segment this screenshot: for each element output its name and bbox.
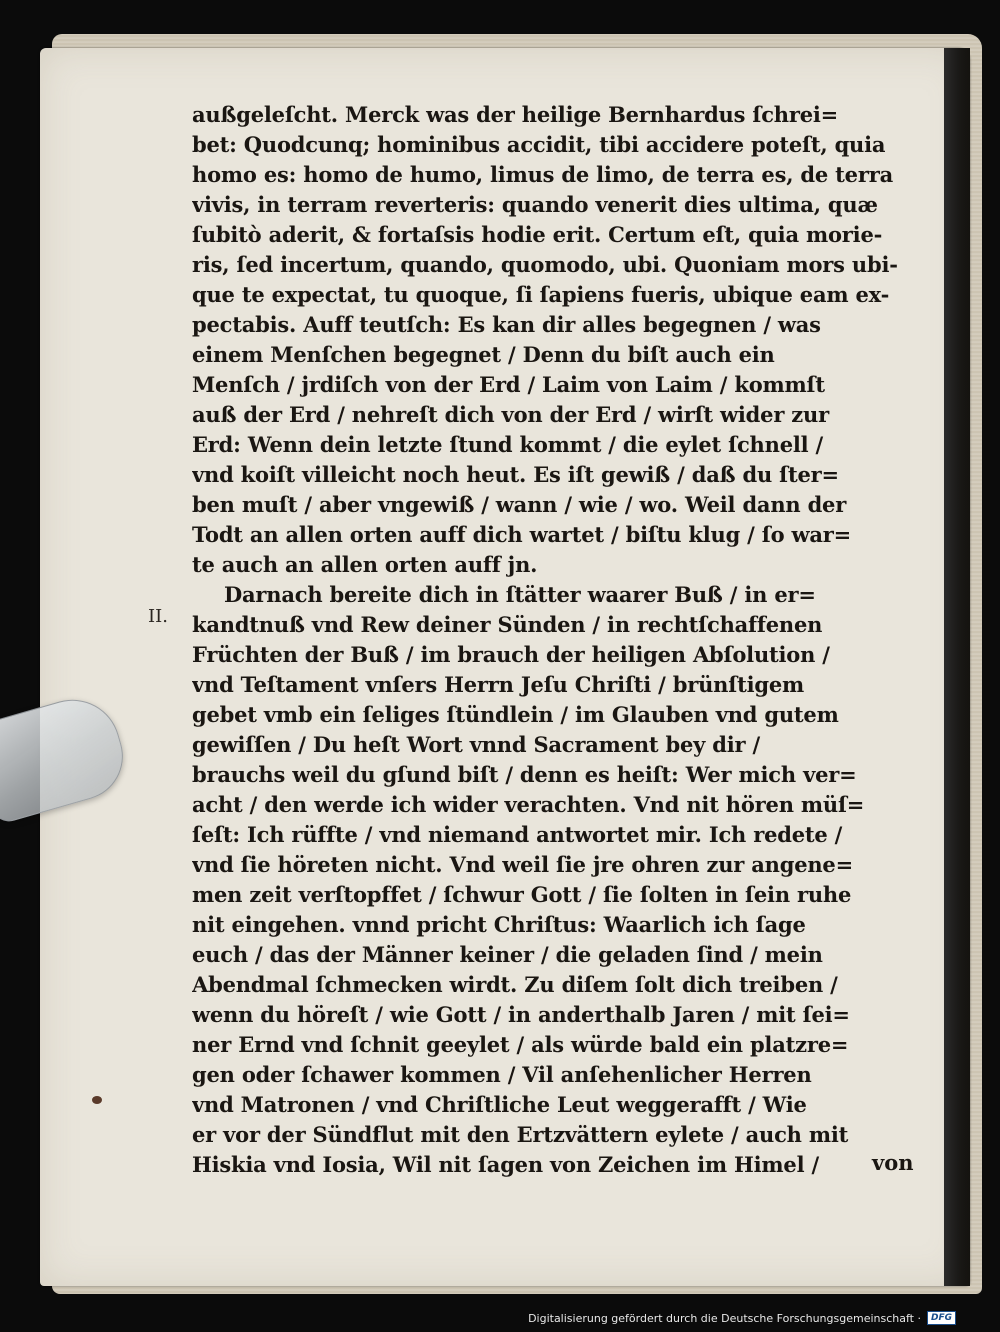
text-line: wenn du höreſt / wie Gott / in anderthalb Jaren / mit ſei= bbox=[192, 1002, 850, 1027]
text-line: bet: Quodcunq; hominibus accidit, tibi accidere poteſt, quia bbox=[192, 132, 886, 157]
page-text-block bbox=[192, 100, 912, 1180]
text-line: einem Menſchen begegnet / Denn du biſt auch ein bbox=[192, 342, 775, 367]
text-line: pectabis. Auff teutſch: Es kan dir alles begegnen / was bbox=[192, 312, 821, 337]
text-line: te auch an allen orten auff jn. bbox=[192, 552, 538, 577]
text-line: ſeſt: Ich rüffte / vnd niemand antwortet mir. Ich redete / bbox=[192, 822, 843, 847]
stain-mark bbox=[92, 1096, 102, 1104]
text-line: ris, ſed incertum, quando, quomodo, ubi. Quoniam mors ubi- bbox=[192, 252, 898, 277]
text-line: Früchten der Buß / im brauch der heiligen Abſolution / bbox=[192, 642, 830, 667]
text-line: gewiſſen / Du heſt Wort vnnd Sacrament bey dir / bbox=[192, 732, 760, 757]
text-line: gen oder ſchawer kommen / Vil anſehenlicher Herren bbox=[192, 1062, 812, 1087]
text-line: vivis, in terram reverteris: quando venerit dies ultima, quæ bbox=[192, 192, 878, 217]
catchword: von bbox=[872, 1150, 914, 1175]
text-line: Menſch / jrdiſch von der Erd / Laim von Laim / kommſt bbox=[192, 372, 825, 397]
credit-text: Digitalisierung gefördert durch die Deutsche Forschungsgemeinschaft · bbox=[528, 1311, 921, 1325]
text-line: vnd Teſtament vnſers Herrn Jeſu Chriſti / brünſtigem bbox=[192, 672, 805, 697]
dfg-logo-icon: DFG bbox=[927, 1311, 956, 1325]
text-line: Abendmal ſchmecken wirdt. Zu diſem ſolt dich treiben / bbox=[192, 972, 838, 997]
text-line: Hiskia vnd Iosia, Wil nit ſagen von Zeichen im Himel / bbox=[192, 1152, 819, 1177]
text-line: ſubitò aderit, & fortaſsis hodie erit. Certum eſt, quia morie- bbox=[192, 222, 883, 247]
text-line: men zeit verſtopffet / ſchwur Gott / ſie ſolten in ſein ruhe bbox=[192, 882, 852, 907]
text-line: homo es: homo de humo, limus de limo, de terra es, de terra bbox=[192, 162, 893, 187]
text-line: er vor der Sündflut mit den Ertzvättern eylete / auch mit bbox=[192, 1122, 849, 1147]
text-line: vnd Matronen / vnd Chriſtliche Leut weggerafft / Wie bbox=[192, 1092, 807, 1117]
text-line: nit eingehen. vnnd pricht Chriſtus: Waarlich ich ſage bbox=[192, 912, 806, 937]
text-line: brauchs weil du gſund biſt / denn es heiſt: Wer mich ver= bbox=[192, 762, 857, 787]
text-line: Todt an allen orten auff dich wartet / biſtu klug / ſo war= bbox=[192, 522, 852, 547]
text-line: außgeleſcht. Merck was der heilige Bernhardus ſchrei= bbox=[192, 102, 839, 127]
text-line: que te expectat, tu quoque, ſi ſapiens fueris, ubique eam ex- bbox=[192, 282, 890, 307]
book-gutter bbox=[944, 48, 970, 1286]
text-line: auß der Erd / nehreſt dich von der Erd / wirſt wider zur bbox=[192, 402, 829, 427]
text-line: Erd: Wenn dein letzte ſtund kommt / die eylet ſchnell / bbox=[192, 432, 823, 457]
text-line: kandtnuß vnd Rew deiner Sünden / in rechtſchaffenen bbox=[192, 612, 823, 637]
text-line: gebet vmb ein ſeliges ſtündlein / im Glauben vnd gutem bbox=[192, 702, 839, 727]
text-line: ner Ernd vnd ſchnit geeylet / als würde bald ein platzre= bbox=[192, 1032, 849, 1057]
text-line-paragraph-start: Darnach bereite dich in ſtätter waarer Buß / in er= bbox=[224, 582, 816, 607]
text-line: vnd ſie höreten nicht. Vnd weil ſie jre ohren zur angene= bbox=[192, 852, 853, 877]
margin-section-number: II. bbox=[148, 606, 168, 627]
text-line: ben muſt / aber vngewiß / wann / wie / wo. Weil dann der bbox=[192, 492, 847, 517]
text-line: vnd koiſt villeicht noch heut. Es iſt gewiß / daß du ſter= bbox=[192, 462, 839, 487]
text-line: euch / das der Männer keiner / die geladen ſind / mein bbox=[192, 942, 823, 967]
text-line: acht / den werde ich wider verachten. Vnd nit hören müſ= bbox=[192, 792, 865, 817]
digitization-credit bbox=[528, 1308, 956, 1328]
